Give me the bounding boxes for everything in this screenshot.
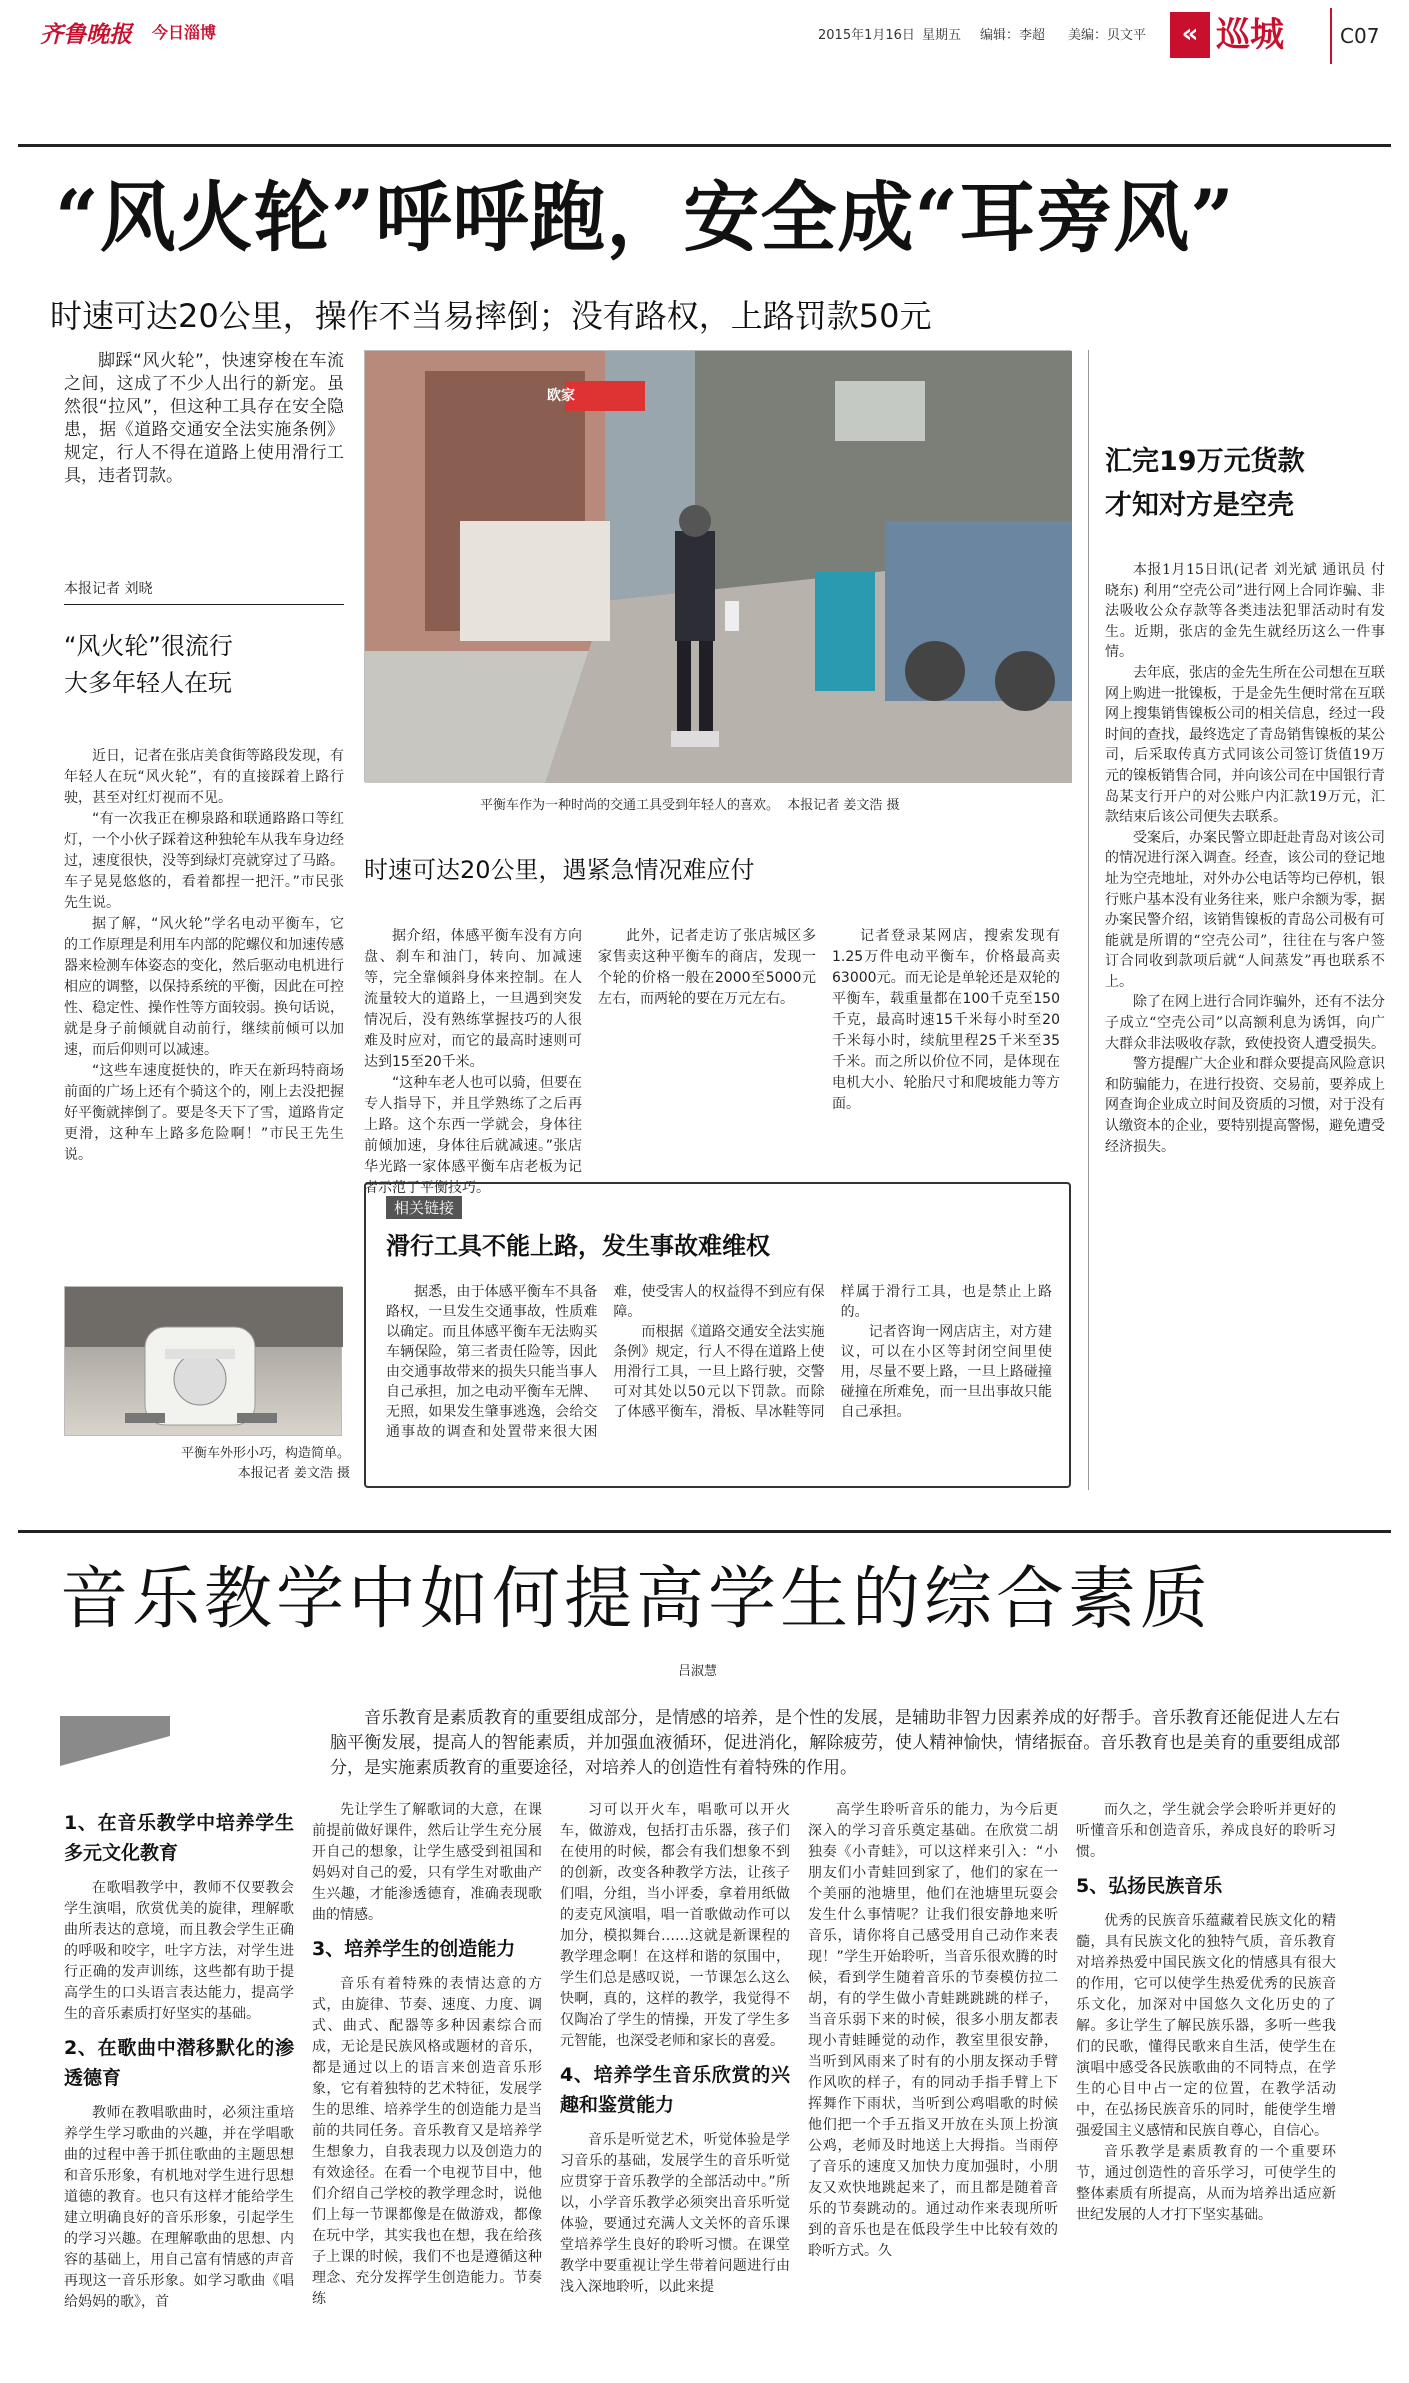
mid-para: 据介绍，体感平衡车没有方向盘、刹车和油门，转向、加减速等，完全靠倾斜身体来控制。在人流量较大的道路上，一旦遇到突发情况后，没有熟练掌握技巧的人很难及时应对，而它的最高时速则可达到15至20千米。: [364, 928, 582, 1070]
story2-headline: 汇完19万元货款 才知对方是空壳: [1105, 446, 1305, 521]
mid-para: 此外，记者走访了张店城区多家售卖这种平衡车的商店，发现一个轮的价格一般在2000至5000元左右，而两轮的要在万元左右。: [598, 928, 816, 1007]
section-heading: 2、在歌曲中潜移默化的渗透德育: [64, 2037, 294, 2089]
section-para: 教师在教唱歌曲时，必须注重培养学生学习歌曲的兴趣，并在学唱歌曲的过程中善于抓住歌曲的主题思想和音乐形象，有机地对学生进行思想道德的教育。也只有这样才能给学生建立明确良好的音乐形象，引起学生的学习兴趣。在理解歌曲的思想、内容的基础上，用自己富有情感的声音再现这一音乐形象。如学习歌曲《唱给妈妈的歌》，首: [64, 2105, 294, 2310]
column-badge: [1170, 12, 1210, 58]
intro-text: 音乐教育是素质教育的重要组成部分，是情感的培养，是个性的发展，是辅助非智力因素养成的好帮手。音乐教育还能促进人左右脑平衡发展，提高人的智能素质，并加强血液循环，促进消化，解除疲劳，使人精神愉快，情绪振奋。音乐教育也是美育的重要组成部分，是实施素质教育的重要途径，对培养人的创造性有着特殊的作用。: [330, 1708, 1340, 1778]
story1-deck: 时速可达20公里，操作不当易摔倒；没有路权，上路罚款50元: [50, 297, 932, 335]
editor-credit: 编辑：李超: [980, 28, 1046, 43]
section-para: 高学生聆听音乐的能力，为今后更深入的学习音乐奠定基础。在欣赏二胡独奏《小青蛙》，可以这样来引入：“小朋友们小青蛙回到家了，他们的家在一个美丽的池塘里，他们在池塘里玩耍会发生什么事情呢？让我们很安静地来听音乐，请你将自己感受用自己动作来表现！”学生开始聆听，当音乐很欢腾的时候，看到学生随着音乐的节奏模仿拉二胡，有的学生做小青蛙跳跳跳的样子，当音乐弱下来的时候，很多小朋友都表现小青蛙睡觉的动作，教室里很安静，当听到风雨来了时有的小朋友探动手臂作风吹的样子，有的同动手指手臂上下挥舞作下雨状，当听到公鸡唱歌的时候他们把一个手五指叉开放在头顶上扮演公鸡，老师及时地送上大拇指。当雨停了音乐的速度又加快力度加强时，小朋友又欢快地跳起来了，而且都是随着音乐的节奏跳动的。通过动作来表现所听到的音乐也是在低段学生中比较有效的聆听方式。久: [808, 1802, 1058, 2259]
section-para: 音乐有着特殊的表情达意的方式，由旋律、节奏、速度、力度、调式、曲式、配器等多种因素综合而成，无论是民族风格或题材的音乐，都是通过以上的语言来创造音乐形象，它有着独特的艺术特征，发展学生的思维、培养学生的创造能力是当前的共同任务。音乐教育又是培养学生想象力，自我表现力以及创造力的有效途径。在看一个电视节目中，他们介绍自己学校的教学理念时，说他们上每一节课都像是在做游戏，都像在玩中学，其实我也在想，我在给孩子上课的时候，我们不也是遵循这种理念、充分发挥学生创造能力。节奏练: [312, 1976, 542, 2307]
story1-mid-col-a: [364, 926, 582, 1196]
section-heading: 3、培养学生的创造能力: [312, 1938, 516, 1960]
unicycle-illustration: [65, 1287, 343, 1437]
shop-sign: 欧家: [547, 388, 575, 404]
sidebar-para: 而根据《道路交通安全法实施条例》规定，行人不得在道路上使用滑行工具，一旦上路行驶，交警可对其处以50元以下罚款。而除了体感平衡车，滑板、旱冰鞋等同样属于滑行工具，也是禁止上路的。: [613, 1284, 1052, 1420]
sidebar-body: [386, 1282, 1052, 1478]
story3-intro: [330, 1706, 1340, 1806]
story1-subhead-1: “风火轮”很流行 大多年轻人在玩: [64, 632, 233, 697]
column-name: 巡城: [1216, 15, 1284, 55]
col1-para: 近日，记者在张店美食街等路段发现，有年轻人在玩“风火轮”，有的直接踩着上路行驶，甚至对红灯视而不见。: [64, 748, 344, 806]
designer-credit: 美编：贝文平: [1068, 28, 1147, 43]
related-sidebar: [364, 1182, 1071, 1488]
story3-col-1: [64, 1800, 294, 2370]
section-name: 今日淄博: [152, 23, 217, 42]
sidebar-para: 据悉，由于体感平衡车不具备路权，一旦发生交通事故，性质难以确定。而且体感平衡车无法购买车辆保险，第三者责任险等，因此由交通事故带来的损失只能当事人自己承担，加之电动平衡车无牌、无照，如果发生肇事逃逸，会给交通事故的调查和处置带来很大困难，使受害人的权益得不到应有保障。: [386, 1284, 825, 1440]
lead-text: 脚踩“风火轮”，快速穿梭在车流之间，这成了不少人出行的新宠。虽然很“拉风”，但这种工具存在安全隐患，据《道路交通安全法实施条例》规定，行人不得在道路上使用滑行工具，违者罚款。: [64, 351, 344, 486]
street-scene-illustration: [365, 351, 1072, 783]
photo2-caption: 平衡车外形小巧，构造简单。 本报记者 姜文浩 摄: [180, 1446, 350, 1481]
section-para: 先让学生了解歌词的大意，在课前提前做好课件，然后让学生充分展开自己的想象，让学生感受到祖国和妈妈对自己的爱，只有学生对歌曲产生兴趣，才能渗透德育，准确表现歌曲的情感。: [312, 1802, 542, 1923]
story3-col-3: [560, 1800, 790, 2370]
story2-para: 去年底，张店的金先生所在公司想在互联网上购进一批镍板，于是金先生便时常在互联网上搜集销售镍板公司的相关信息，经过一段时间的查找，最终选定了青岛销售镍板的某公司，后采取传真方式同该公司签订货值19万元的镍板销售合同，并向该公司在中国银行青岛某支行开户的对公账户内汇款19万元，汇款结束后该公司便失去联系。: [1105, 664, 1385, 826]
col1-para: 据了解，“风火轮”学名电动平衡车，它的工作原理是利用车内部的陀螺仪和加速传感器来检测车体姿态的变化，然后驱动电机进行相应的调整，以保持系统的平衡，因此在可控性、稳定性、操作性等方面较弱。换句话说，就是身子前倾就自动前行，继续前倾可以加速，而后仰则可以减速。: [64, 916, 344, 1058]
gray-block-decor: [60, 1716, 170, 1766]
story3-author: 吕淑慧: [678, 1664, 718, 1679]
section-para: 习可以开火车，唱歌可以开火车，做游戏，包括打击乐器，孩子们在使用的时候，都会有我们想象不到的创新，改变各种教学方法，让孩子们唱，分组，当小评委，拿着用纸做的麦克风演唱，唱一首歌做动作可以加分，模拟舞台……这就是新课程的教学理念啊！在这样和谐的氛围中，学生们总是感叹说，一节课怎么这么快啊，真的，这样的教学，我觉得不仅陶冶了学生的情操，开发了学生多元智能，也深受老师和家长的喜爱。: [560, 1802, 790, 2049]
col1-para: “这些车速度挺快的，昨天在新玛特商场前面的广场上还有个骑这个的，刚上去没把握好平衡就摔倒了。要是冬天下了雪，道路肯定更滑，这种车上路多危险啊！”市民王先生说。: [64, 1063, 344, 1163]
story1-lead: [64, 350, 344, 560]
story2-para: 受案后，办案民警立即赶赴青岛对该公司的情况进行深入调查。经查，该公司的登记地址为空壳地址，对外办公电话等均已停机，银行账户基本没有业务往来，账户余额为零，据办案民警介绍，该销售镍板的青岛公司极有可能就是所谓的“空壳公司”，往往在与客户签订合同收到款项后就“人间蒸发”再也联系不上。: [1105, 829, 1385, 990]
story1-headline: “风火轮”呼呼跑，安全成“耳旁风”: [55, 173, 1235, 262]
story3-headline: 音乐教学中如何提高学生的综合素质: [60, 1560, 1213, 1639]
masthead: [0, 0, 1409, 78]
story2-body: [1105, 560, 1385, 1490]
story1-mid-col-c: [832, 926, 1060, 1168]
mid-page-rule: [18, 1530, 1391, 1533]
chevrons-icon: «: [1181, 19, 1199, 49]
section-heading: 5、弘扬民族音乐: [1076, 1875, 1223, 1897]
top-rule: [18, 144, 1391, 147]
section-heading: 1、在音乐教学中培养学生多元文化教育: [64, 1812, 294, 1864]
main-photo: [364, 350, 1071, 782]
page-number: C07: [1340, 24, 1380, 48]
header-divider: [1330, 8, 1332, 64]
story2-para: 本报1月15日讯(记者 刘光斌 通讯员 付晓东) 利用“空壳公司”进行网上合同诈骗、非法吸收公众存款等各类违法犯罪活动时有发生。近期，张店的金先生就经历这么一件事情。: [1105, 562, 1385, 661]
photo1-caption: 平衡车作为一种时尚的交通工具受到年轻人的喜欢。 本报记者 姜文浩 摄: [480, 798, 900, 813]
balance-wheel-photo: [64, 1286, 342, 1436]
story3-col-5: [1076, 1800, 1336, 2370]
mid-para: 记者登录某网店，搜索发现有1.25万件电动平衡车，价格最高卖63000元。而无论是单轮还是双轮的平衡车，载重量都在100千克至150千克，最高时速15千米每小时至20千米每小时，续航里程25千米至35千米。而之所以价位不同，是体现在电机大小、轮胎尺寸和爬坡能力等方面。: [832, 928, 1060, 1112]
story1-col1: [64, 746, 344, 1270]
section-para: 优秀的民族音乐蕴藏着民族文化的精髓，具有民族文化的独特气质，音乐教育对培养热爱中国民族文化的情感具有很大的作用，它可以使学生热爱优秀的民族音乐文化，加深对中国悠久文化历史的了解。多让学生了解民族乐器，多听一些我们的民歌，懂得民歌来自生活，使学生在演唱中感受各民族歌曲的不同特点，在学生的心目中占一定的位置，在教学活动中，在弘扬民族音乐的同时，能使学生增强爱国主义感情和民族自尊心，自信心。: [1076, 1913, 1336, 2139]
section-para: 音乐教学是素质教育的一个重要环节，通过创造性的音乐学习，可使学生的整体素质有所提高，从而为培养出适应新世纪发展的人才打下坚实基础。: [1076, 2144, 1336, 2223]
section-para: 音乐是听觉艺术，听觉体验是学习音乐的基础，发展学生的音乐听觉应贯穿于音乐教学的全部活动中。”所以，小学音乐教学必须突出音乐听觉体验，要通过充满人文关怀的音乐课堂培养学生良好的聆听习惯。在课堂教学中要重视让学生带着问题进行由浅入深地聆听，以此来提: [560, 2132, 790, 2295]
section-para: 而久之，学生就会学会聆听并更好的听懂音乐和创造音乐，养成良好的聆听习惯。: [1076, 1802, 1336, 1860]
col1-para: “有一次我正在柳泉路和联通路路口等红灯，一个小伙子踩着这种独轮车从我车身边经过，速度很快，没等到绿灯亮就穿过了马路。车子晃晃悠悠的，看着都捏一把汗。”市民张先生说。: [64, 811, 344, 911]
section-heading: 4、培养学生音乐欣赏的兴趣和鉴赏能力: [560, 2064, 790, 2116]
issue-weekday: 星期五: [922, 28, 962, 43]
paper-name: 齐鲁晚报: [40, 21, 132, 48]
sidebar-para: 记者咨询一网店店主，对方建议，可以在小区等封闭空间里使用，尽量不要上路，一旦上路碰撞碰撞在所难免，而一旦出事故只能自己承担。: [840, 1324, 1052, 1420]
mid-para: “这种车老人也可以骑，但要在专人指导下，并且学熟练了之后再上路。这个东西一学就会，身体往前倾加速，身体往后就减速。”张店华光路一家体感平衡车店老板为记者示范了平衡技巧。: [364, 1075, 582, 1196]
story2-para: 警方提醒广大企业和群众要提高风险意识和防骗能力，在进行投资、交易前，要养成上网查询企业成立时间及资质的习惯，对于没有认缴资本的企业，要特别提高警惕，避免遭受经济损失。: [1105, 1056, 1385, 1155]
sidebar-kicker: 相关链接: [386, 1196, 462, 1219]
story3-col-2: [312, 1800, 542, 2370]
right-column-rule: [1088, 350, 1089, 1490]
story3-col-4: [808, 1800, 1058, 2370]
byline-rule: [64, 604, 344, 605]
story1-subhead-2: 时速可达20公里，遇紧急情况难应付: [364, 856, 755, 884]
sidebar-title: 滑行工具不能上路，发生事故难维权: [386, 1232, 770, 1260]
issue-date: 2015年1月16日: [818, 28, 915, 43]
section-para: 在歌唱教学中，教师不仅要教会学生演唱，欣赏优美的旋律，理解歌曲所表达的意境，而且教会学生正确的呼吸和咬字，吐字方法，对学生进行正确的发声训练，这些都有助于提高学生的口头语言表达能力，提高学生的音乐素质打好坚实的基础。: [64, 1880, 294, 2022]
story1-mid-col-b: [598, 926, 816, 1168]
story1-byline: 本报记者 刘晓: [64, 581, 153, 597]
story2-para: 除了在网上进行合同诈骗外，还有不法分子成立“空壳公司”以高额利息为诱饵，向广大群众非法吸收存款，致使投资人遭受损失。: [1105, 994, 1385, 1052]
